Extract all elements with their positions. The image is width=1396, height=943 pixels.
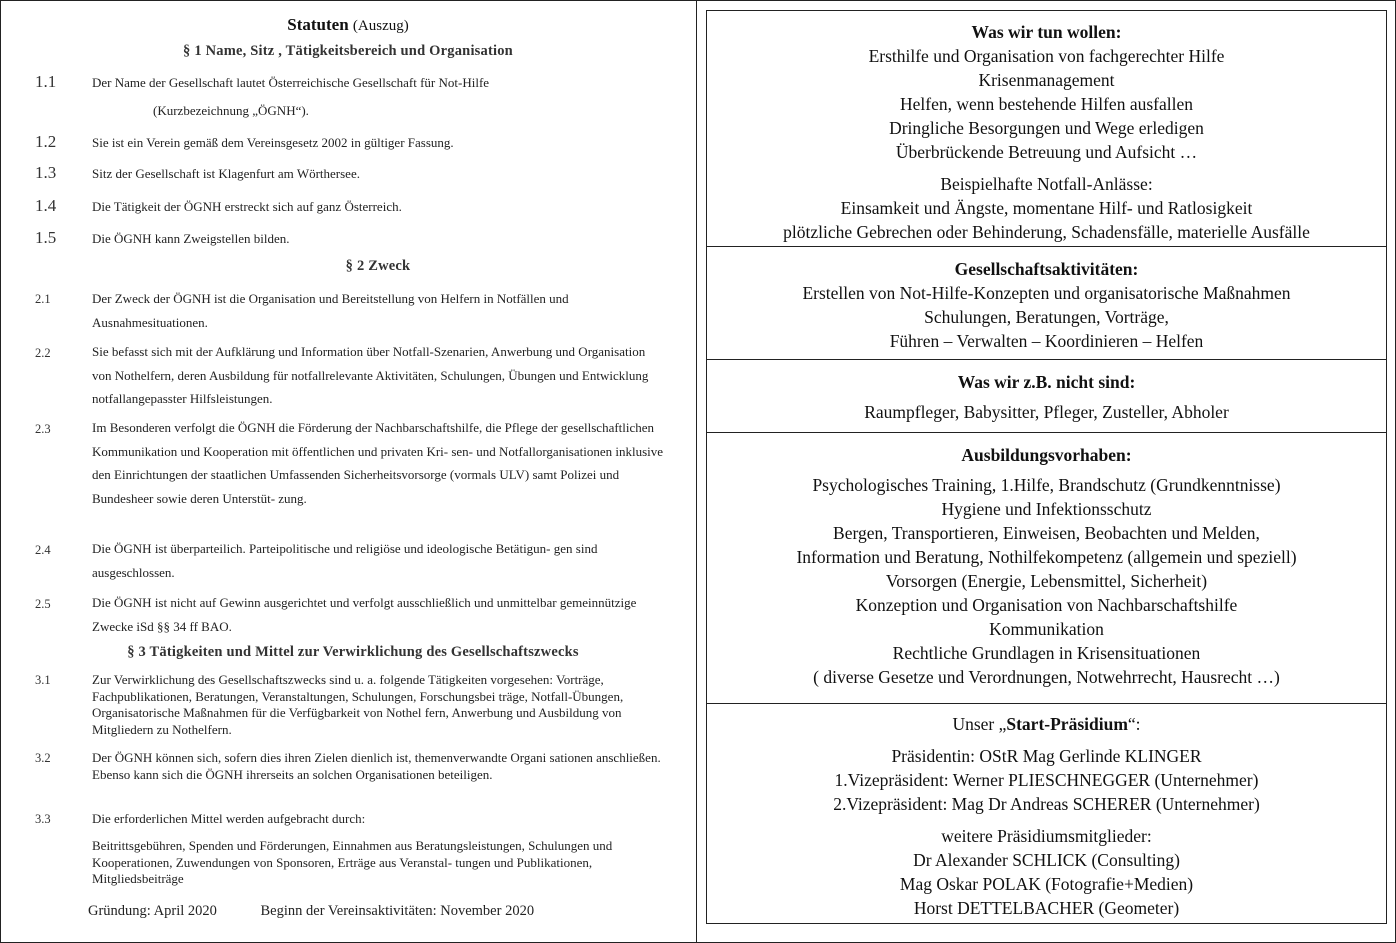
section-1-heading: § 1 Name, Sitz , Tätigkeitsbereich und Organisation	[183, 43, 513, 59]
further-members-heading: weitere Präsidiumsmitglieder:	[941, 826, 1152, 846]
item-number: 2.4	[35, 543, 51, 557]
item-number: 2.1	[35, 292, 51, 306]
board-member: 1.Vizepräsident: Werner PLIESCHNEGGER (Unternehmer)	[834, 770, 1259, 790]
item-text: Zur Verwirklichung des Gesellschaftszwecks sind u. a. folgende Tätigkeiten vorgesehen: Vorträge, Fachpublikationen, Beratungen, Veranstaltungen, Schulungen, Forschungsbei träge, Notfall-Übungen, Organisatorische Maßnahmen für die Verfügbarkeit von Nothel fern, Anwerbung und Ausbildung von Mitgliedern zu Nothelfern.	[92, 672, 624, 737]
activity-line: Erstellen von Not-Hilfe-Konzepten und organisatorische Maßnahmen	[802, 283, 1291, 303]
item-text: Die ÖGNH ist nicht auf Gewinn ausgerichtet und verfolgt ausschließlich und unmittelbar gemeinnützige Zwecke iSd §§ 34 ff BAO.	[92, 595, 637, 634]
board-member: Präsidentin: OStR Mag Gerlinde KLINGER	[891, 746, 1202, 766]
further-member: Horst DETTELBACHER (Geometer)	[913, 898, 1180, 918]
statutes-title-text: Statuten	[287, 15, 349, 34]
training-line: Konzeption und Organisation von Nachbarschaftshilfe	[855, 595, 1238, 615]
training-line: Bergen, Transportieren, Einweisen, Beobachten und Melden,	[833, 523, 1260, 543]
item-number: 3.1	[35, 673, 51, 687]
activities-section	[707, 248, 1386, 360]
training-line: Vorsorgen (Energie, Lebensmittel, Sicherheit)	[885, 571, 1208, 591]
statutes-title	[0, 15, 696, 35]
goals-heading: Was wir tun wollen:	[971, 22, 1122, 42]
item-number: 1.4	[35, 196, 57, 215]
item-number: 2.2	[35, 346, 51, 360]
statutes-subtitle: (Auszug)	[352, 18, 409, 34]
goals-section	[707, 11, 1386, 247]
further-member: Mag Oskar POLAK (Fotografie+Medien)	[899, 874, 1194, 894]
activities-start-date: Beginn der Vereinsaktivitäten: November 2020	[260, 903, 535, 919]
training-line: Hygiene und Infektionsschutz	[941, 499, 1152, 519]
board-heading	[707, 712, 1386, 736]
goal-line: Krisenmanagement	[978, 70, 1115, 90]
item-text: Sitz der Gesellschaft ist Klagenfurt am Wörthersee.	[92, 166, 360, 181]
training-line: Kommunikation	[989, 619, 1104, 639]
item-number: 3.3	[35, 812, 51, 826]
item-text-continuation: (Kurzbezeichnung „ÖGNH“).	[153, 103, 309, 118]
examples-heading: Beispielhafte Notfall-Anlässe:	[940, 174, 1153, 194]
item-text: Die ÖGNH ist überparteilich. Parteipolitische und religiöse und ideologische Betätigun- gen sind ausgeschlossen.	[92, 541, 598, 580]
item-number: 1.5	[35, 228, 57, 247]
goal-line: Helfen, wenn bestehende Hilfen ausfallen	[899, 94, 1193, 114]
item-number: 3.2	[35, 751, 51, 765]
item-number: 1.3	[35, 163, 57, 182]
statutes-panel	[0, 0, 696, 943]
founding-date: Gründung: April 2020	[88, 903, 217, 919]
board-heading-suffix: “:	[1127, 714, 1141, 734]
goal-line: Dringliche Besorgungen und Wege erledigen	[889, 118, 1204, 138]
item-text: Der Name der Gesellschaft lautet Österreichische Gesellschaft für Not-Hilfe	[92, 75, 490, 90]
training-section	[707, 434, 1386, 704]
not-heading: Was wir z.B. nicht sind:	[957, 372, 1136, 392]
section-2-heading: § 2 Zweck	[345, 258, 411, 274]
board-heading-bold: Start-Präsidium	[1006, 714, 1128, 734]
item-text: Der Zweck der ÖGNH ist die Organisation und Bereitstellung von Helfern in Notfällen und Ausnahmesituationen.	[92, 291, 569, 330]
goal-line: Überbrückende Betreuung und Aufsicht …	[895, 142, 1198, 162]
activities-heading: Gesellschaftsaktivitäten:	[954, 259, 1139, 279]
not-line: Raumpfleger, Babysitter, Pfleger, Zusteller, Abholer	[864, 402, 1229, 422]
item-text: Im Besonderen verfolgt die ÖGNH die Förderung der Nachbarschaftshilfe, die Pflege der gesellschaftlichen Kommunikation und Kooperation mit öffentlichen und privaten Kri- sen- und Notfallorganisationen inklusive den Einrichtungen der staatlichen Umfassenden Sicherheitsvorsorge (vormals ULV) samt Polizei und Bundesheer sowie deren Unterstüt- zung.	[92, 420, 664, 506]
example-line: plötzliche Gebrechen oder Behinderung, Schadensfälle, materielle Ausfälle	[783, 222, 1310, 242]
item-number: 1.2	[35, 132, 57, 151]
item-number: 2.3	[35, 422, 51, 436]
item-number: 1.1	[35, 72, 57, 91]
item-text: Die erforderlichen Mittel werden aufgebracht durch:	[92, 811, 366, 826]
not-section	[707, 361, 1386, 433]
item-number: 2.5	[35, 597, 51, 611]
item-text: Die Tätigkeit der ÖGNH erstreckt sich auf ganz Österreich.	[92, 199, 402, 214]
example-line: Einsamkeit und Ängste, momentane Hilf- und Ratlosigkeit	[840, 198, 1253, 218]
board-heading-prefix: Unser „	[952, 714, 1007, 734]
goal-line: Ersthilfe und Organisation von fachgerechter Hilfe	[868, 46, 1225, 66]
item-text: Sie befasst sich mit der Aufklärung und Information über Notfall-Szenarien, Anwerbung und Organisation von Nothelfern, deren Ausbildung für notfallrelevante Aktivitäten, Schulungen, Übungen und Entwicklung notfallangepasster Hilfsleistungen.	[92, 344, 649, 406]
column-divider	[696, 0, 697, 943]
item-text: Die ÖGNH kann Zweigstellen bilden.	[92, 231, 290, 246]
training-line: ( diverse Gesetze und Verordnungen, Notwehrrecht, Hausrecht …)	[813, 667, 1280, 687]
training-heading: Ausbildungsvorhaben:	[961, 445, 1132, 465]
activity-line: Schulungen, Beratungen, Vorträge,	[924, 307, 1169, 327]
item-text: Der ÖGNH können sich, sofern dies ihren Zielen dienlich ist, themenverwandte Organi sationen anschließen. Ebenso kann sich die ÖGNH ihrerseits an solchen Organisationen beteiligen.	[92, 750, 661, 782]
further-member: Dr Alexander SCHLICK (Consulting)	[913, 850, 1180, 870]
training-line: Psychologisches Training, 1.Hilfe, Brandschutz (Grundkenntnisse)	[812, 475, 1281, 495]
activity-line: Führen – Verwalten – Koordinieren – Helfen	[889, 331, 1204, 351]
statutes-footer	[88, 903, 534, 920]
training-line: Rechtliche Grundlagen in Krisensituationen	[892, 643, 1201, 663]
item-text-continuation: Beitrittsgebühren, Spenden und Förderungen, Einnahmen aus Beratungsleistungen, Schulungen und Kooperationen, Zuwendungen von Sponsoren, Erträge aus Veranstal- tungen und Publikationen, Mitgliedsbeiträge	[92, 838, 613, 886]
board-member: 2.Vizepräsident: Mag Dr Andreas SCHERER (Unternehmer)	[833, 794, 1260, 814]
section-3-heading: § 3 Tätigkeiten und Mittel zur Verwirklichung des Gesellschaftszwecks	[127, 644, 579, 660]
item-text: Sie ist ein Verein gemäß dem Vereinsgesetz 2002 in gültiger Fassung.	[92, 135, 454, 150]
info-box	[706, 10, 1387, 924]
board-section	[707, 705, 1386, 923]
training-line: Information und Beratung, Nothilfekompetenz (allgemein und speziell)	[796, 547, 1297, 567]
